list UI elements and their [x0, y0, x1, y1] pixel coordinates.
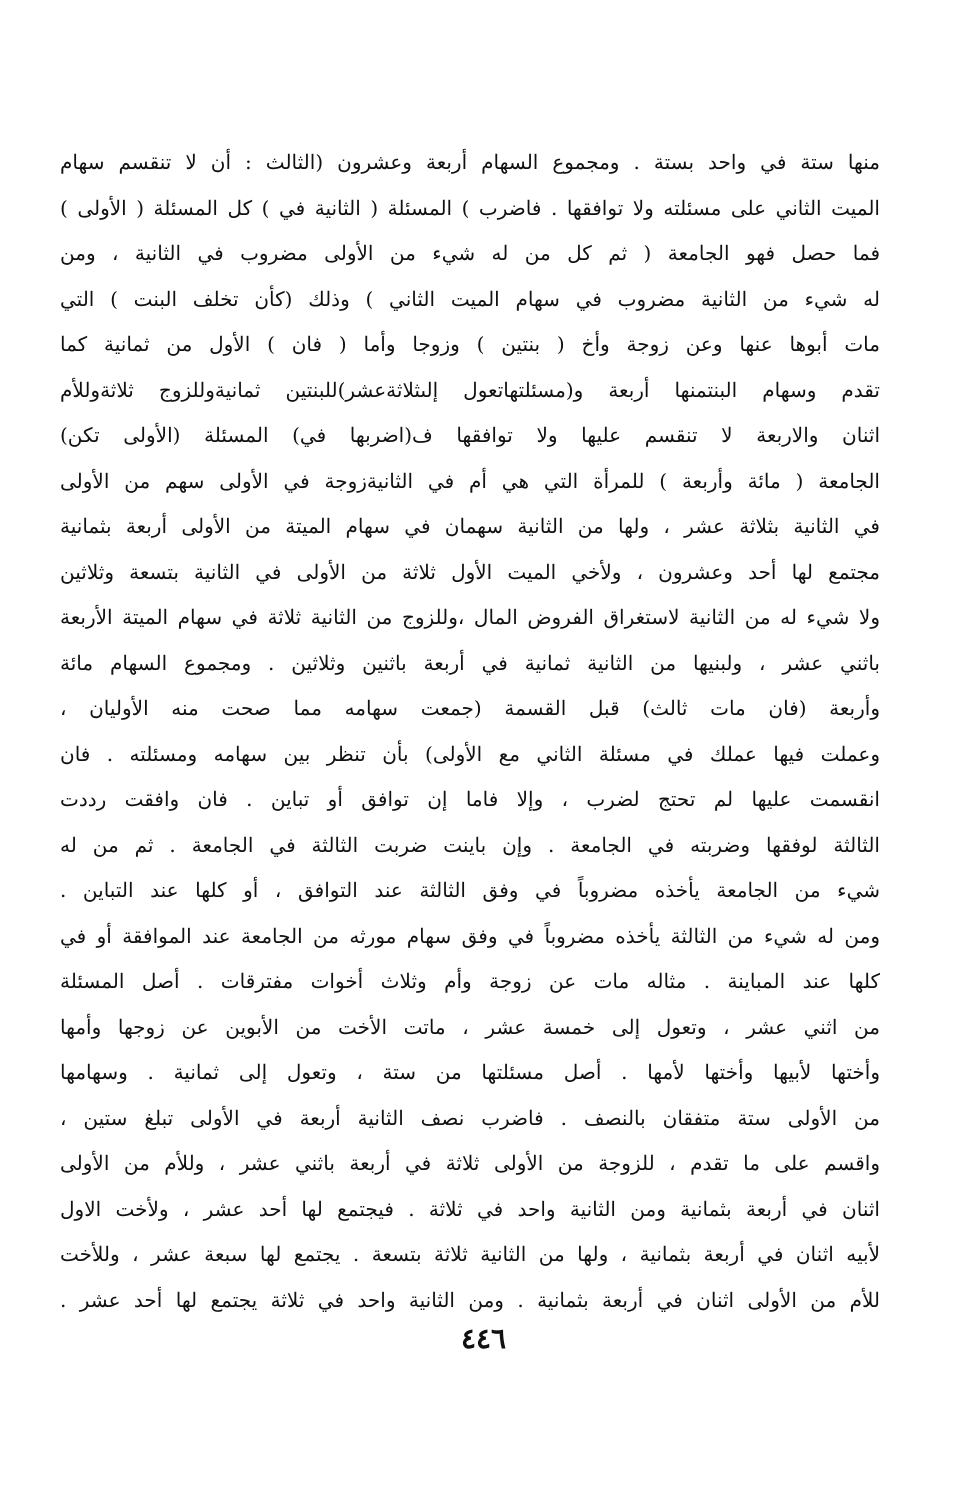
text-line: منها ستة في واحد بستة . ومجموع السهام أربعة وعشرون (الثالث : أن لا تنقسم سهام [60, 150, 880, 174]
text-line: شيء من الجامعة يأخذه مضروباً في وفق الثالثة عند التوافق ، أو كلها عند التباين . [60, 878, 880, 902]
text-line: انقسمت عليها لم تحتج لضرب ، وإلا فاما إن توافق أو تباين . فان وافقت رددت [60, 787, 880, 811]
text-line: ومن له شيء من الثالثة يأخذه مضروباً في وفق سهام مورثه من الجامعة عند الموافقة أو في [60, 923, 880, 948]
text-line: وعملت فيها عملك في مسئلة الثاني مع الأولى) بأن تنظر بين سهامه ومسئلته . فان [60, 741, 880, 766]
text-line: الثالثة لوفقها وضربته في الجامعة . وإن باينت ضربت الثالثة في الجامعة . ثم من له [60, 832, 880, 857]
text-line: للأم من الأولى اثنان في أربعة بثمانية . ومن الثانية واحد في ثلاثة يجتمع لها أحد عشر . [60, 1287, 880, 1312]
text-line: مجتمع لها أحد وعشرون ، ولأخي الميت الأول ثلاثة من الأولى في الثانية بتسعة وثلاثين [60, 559, 880, 584]
page-number: ٤٤٦ [460, 1322, 507, 1355]
text-line: كلها عند المباينة . مثاله مات عن زوجة وأم وثلاث أخوات مفترقات . أصل المسئلة [60, 969, 880, 993]
text-line: لأبيه اثنان في أربعة بثمانية ، ولها من الثانية ثلاثة بتسعة . يجتمع لها سبعة عشر ، وللأخت [60, 1242, 880, 1266]
text-line: وأربعة (فان مات ثالث) قبل القسمة (جمعت سهامه مما صحت منه الأوليان ، [60, 696, 880, 720]
text-line: من اثني عشر ، وتعول إلى خمسة عشر ، ماتت الأخت من الأبوين عن زوجها وأمها [60, 1014, 880, 1039]
text-line: اثنان والاربعة لا تنقسم عليها ولا توافقها ف(اضربها في) المسئلة (الأولى تكن) [60, 423, 880, 447]
text-line: ولا شيء له من الثانية لاستغراق الفروض المال ،وللزوج من الثانية ثلاثة في سهام الميتة الأربعة [60, 605, 880, 629]
text-line: واقسم على ما تقدم ، للزوجة من الأولى ثلاثة في أربعة باثني عشر ، وللأم من الأولى [60, 1151, 880, 1175]
text-line: باثني عشر ، ولبنيها من الثانية ثمانية في أربعة باثنين وثلاثين . ومجموع السهام مائة [60, 650, 880, 675]
text-line: الميت الثاني على مسئلته ولا توافقها . فاضرب ) المسئلة ( الثانية في ) كل المسئلة ( الأولى ) [60, 195, 880, 220]
text-line: مات أبوها عنها وعن زوجة وأخ ( بنتين ) وزوجا وأما ( فان ) الأول من ثمانية كما [60, 332, 880, 356]
body-text [60, 140, 880, 1323]
text-line: له شيء من الثانية مضروب في سهام الميت الثاني ) وذلك (كأن تخلف البنت ) التي [60, 286, 880, 311]
text-line: في الثانية بثلاثة عشر ، ولها من الثانية سهمان في سهام الميتة من الأولى أربعة بثمانية [60, 514, 880, 538]
text-line: تقدم وسهام البنتمنها أربعة و(مسئلتهاتعول إلىثلاثةعشر)للبنتين ثمانيةوللزوج ثلاثةوللأم [60, 377, 880, 402]
text-line: وأختها لأبيها وأختها لأمها . أصل مسئلتها من ستة ، وتعول إلى ثمانية . وسهامها [60, 1060, 880, 1084]
text-line: الجامعة ( مائة وأربعة ) للمرأة التي هي أم في الثانيةزوجة في الأولى سهم من الأولى [60, 468, 880, 493]
text-line: فما حصل فهو الجامعة ( ثم كل من له شيء من الأولى مضروب في الثانية ، ومن [60, 241, 880, 265]
text-line: من الأولى ستة متفقان بالنصف . فاضرب نصف الثانية أربعة في الأولى تبلغ ستين ، [60, 1105, 880, 1130]
text-line: اثنان في أربعة بثمانية ومن الثانية واحد في ثلاثة . فيجتمع لها أحد عشر ، ولأخت الاول [60, 1196, 880, 1221]
